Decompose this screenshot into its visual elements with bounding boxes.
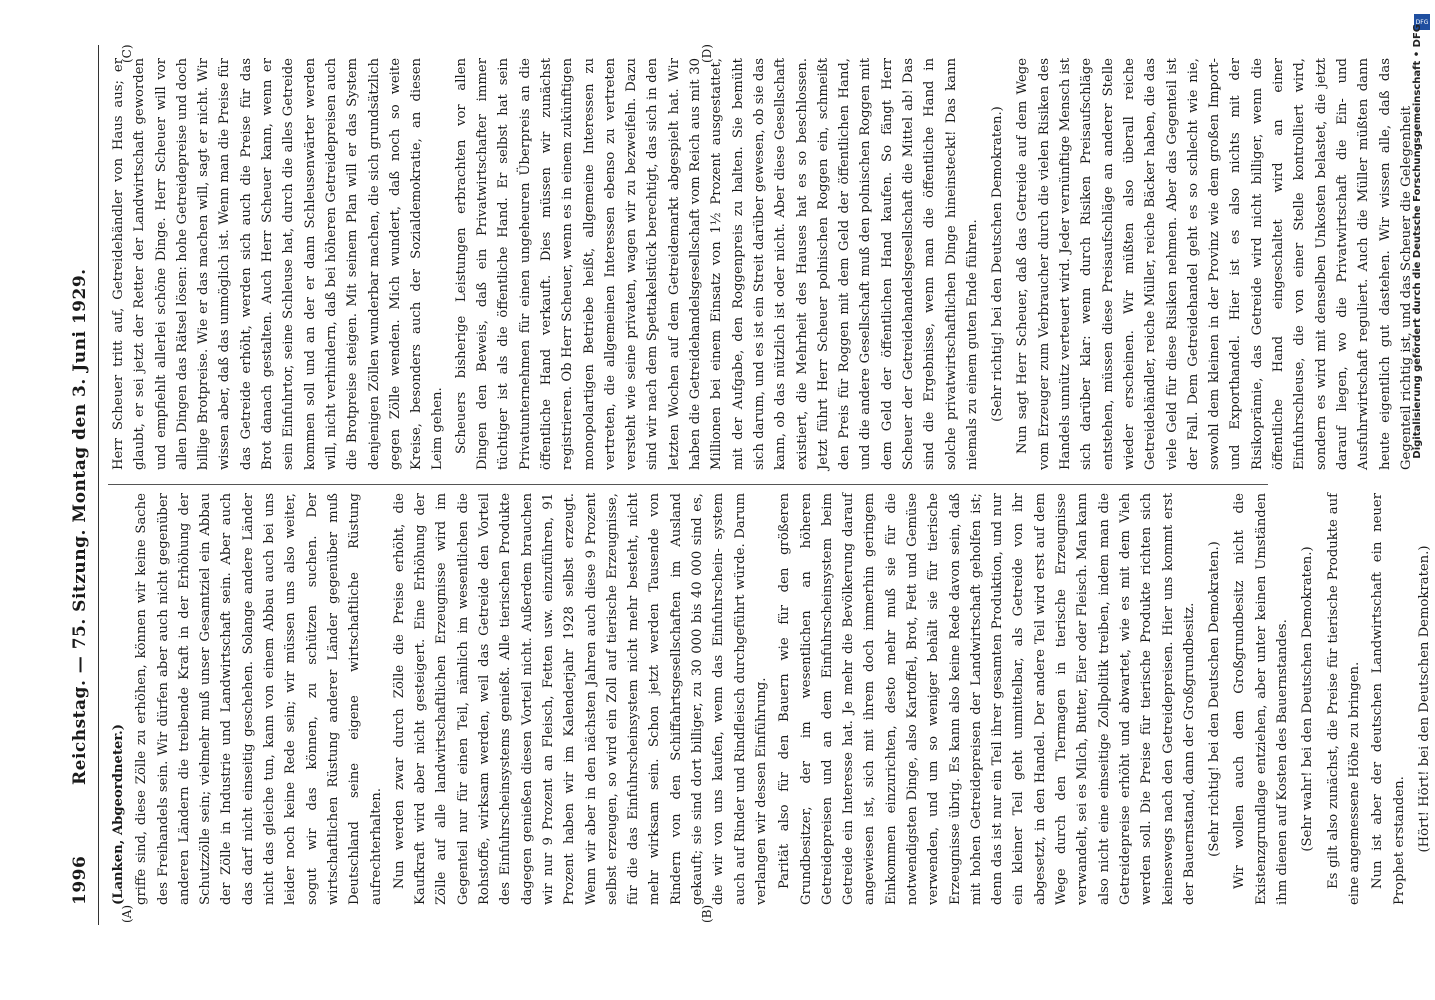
paragraph: Nun ist aber der deutschen Landwirtschaft ein neuer Prophet erstanden. [1370, 493, 1407, 905]
left-column [108, 493, 1432, 905]
margin-mark-b: (B) [700, 904, 714, 923]
paragraph: Parität also für den Bauern wie für den größeren Grundbesitzer, der im wesentlichen an höheren Getreidepreisen und an dem Einfuhrscheinsystem beim Getreide ein Interesse hat. Je mehr die Bevölkerung darauf angewiesen ist, sich mit ihrem doch immerhin geringem Einkommen einzurichten, desto mehr muß sie für die notwendigsten Dinge, also Kartoffel, Brot, Fett und Gemüse verwenden, und um so weniger behält sie für tierische Erzeugnisse übrig. Es kann also keine Rede davon sein, daß mit hohen Getreidepreisen der Landwirtschaft geholfen ist; denn das ist nur ein Teil ihrer gesamten Produktion, und nur ein kleiner Teil geht unmittelbar, als Getreide von ihr abgesetzt, in den Handel. Der andere Teil wird erst auf dem Wege durch den Tiermagen in tierische Erzeugnisse verwandelt, sei es Milch, Butter, Eier oder Fleisch. Man kann also nicht eine einseitige Zollpolitik treiben, indem man die Getreidepreise erhöht und abwartet, wie es mit dem Vieh werden soll. Die Preise für tierische Produkte richten sich keineswegs nach den Getreidepreisen. Hier uns kommt erst der Bauernstand, dann der Großgrundbesitz. [777, 493, 1197, 905]
paragraph: Herr Scheuer tritt auf, Getreidehändler von Haus aus; er glaubt, er sei jetzt der Retter der Landwirtschaft geworden und empfiehlt allerlei schöne Dinge. Herr Scheuer will vor allen Dingen das Rätsel lösen: hohe Getreidepreise und doch billige Brotpreise. Wie er das machen will, sagt er nicht. Wir wissen aber, daß das unmöglich ist. Wenn man die Preise für das Getreide erhöht, werden sich auch die Preise für das Brot danach gestalten. Auch Herr Scheuer kann, wenn er sein Einfuhrtor, seine Schleuse hat, durch die alles Getreide kommen soll und an der er dann Schleusenwärter werden will, nicht verhindern, daß bei höheren Getreidepreisen auch die Brotpreise steigen. Mit seinem Plan will er das System denjenigen Zöllen wunderbar machen, die sich grundsätzlich gegen Zölle wenden. Mich wundert, daß noch so weite Kreise, besonders auch der Sozialdemokratie, an diesen Leim gehen. [111, 58, 446, 470]
paragraph: Scheuers bisherige Leistungen erbrachten vor allen Dingen den Beweis, daß ein Privatwirtschafter immer tüchtiger ist als die öffentliche Hand. Er selbst hat sein Privatunternehmen für einen ungeheuren Überpreis an die öffentliche Hand verkauft. Dies müssen wir zunächst registrieren. Ob Herr Scheuer, wenn es in einem zukünftigen monopolartigen Betriebe heißt, allgemeine Interessen zu vertreten, die allgemeinen Interessen ebenso zu vertreten versteht wie seine privaten, wagen wir zu bezweifeln. Dazu sind wir nach dem Spettakelstück berechtigt, das sich in den letzten Wochen auf dem Getreidemarkt abgespielt hat. Wir haben die Getreidehandelsgesellschaft vom Reich aus mit 30 Millionen bei einem Einsatz von 1½ Prozent ausgestattet, mit der Aufgabe, den Roggenpreis zu halten. Sie bemüht sich darum, und es ist ein Streit darüber gewesen, ob sie das kann, ob das nützlich ist oder nicht. Aber diese Gesellschaft existiert, die Mehrheit des Hauses hat es so beschlossen. Jetzt führt Herr Scheuer polnischen Roggen ein, schmeißt den Preis für Roggen mit dem Geld der öffentlichen Hand, und die andere Gesellschaft muß den polnischen Roggen mit dem Geld der öffentlichen Hand kaufen. So fängt Herr Scheuer der Getreidehandelsgesellschaft die Mittel ab! Das sind die Ergebnisse, wenn man die öffentliche Hand in solche privatwirtschaftlichen Dinge hineinsteckt! Das kann niemals zu einem guten Ende führen. [453, 58, 980, 470]
paragraph: griffe sind, diese Zölle zu erhöhen, können wir keine Sache des Freihandels sein. Wir dürfen aber auch nicht gegenüber anderen Ländern die treibende Kraft in der Erhöhung der Schutzzölle sein; vielmehr muß unser Gesamtziel ein Abbau der Zölle in Industrie und Landwirtschaft sein. Aber auch das darf nicht einseitig geschehen. Solange andere Länder nicht das gleiche tun, kann von einem Abbau auch bei uns leider noch keine Rede sein; wir müssen uns also weiter, sogut wir das können, zu schützen suchen. Der wirtschaftlichen Rüstung anderer Länder gegenüber muß Deutschland seine eigene wirtschaftliche Rüstung aufrechterhalten. [134, 493, 384, 905]
paragraph: Nun werden zwar durch Zölle die Preise erhöht, die Kaufkraft wird aber nicht gesteigert. Eine Erhöhung der Zölle auf alle landwirtschaftlichen Erzeugnisse wird im Gegenteil nur für einen Teil, nämlich im wesentlichen die Rohstoffe, wirksam werden, weil das Getreide den Vorteil des Einfuhrscheinsystems genießt. Alle tierischen Produkte dagegen genießen diesen Vorteil nicht. Außerdem brauchen wir nur 9 Prozent an Fleisch, Fetten usw. einzuführen, 91 Prozent haben wir im Kalenderjahr 1928 selbst erzeugt. Wenn wir aber in den nächsten Jahren auch diese 9 Prozent selbst erzeugen, so wird ein Zoll auf tierische Erzeugnisse, für die das Einfuhrscheinsystem nicht mehr besteht, nicht mehr wirksam sein. Schon jetzt werden Tausende von Rindern von den Schiffahrtsgesellschaften im Ausland gekauft; sie sind dort billiger, zu 30 000 bis 40 000 sind es, die wir von uns kaufen, wenn das Einfuhrschein- system auch auf Rinder und Rindfleisch durchgeführt würde. Darum verlangen wir dessen Einführung. [391, 493, 769, 905]
paragraph: (Hört! Hört! bei den Deutschen Demokraten.) [1416, 545, 1432, 853]
dfg-logo-icon: DFG [1414, 14, 1430, 30]
margin-mark-c: (C) [120, 44, 134, 63]
column-divider [108, 484, 1268, 485]
dfg-strip [1410, 6, 1432, 986]
running-title: Reichstag. — 75. Sitzung. Montag den 3. Juni 1929. [70, 268, 90, 785]
paragraph: (Sehr wahr! bei den Deutschen Demokraten.) [1300, 546, 1316, 852]
margin-mark-a: (A) [120, 904, 134, 923]
margin-mark-d: (D) [700, 44, 714, 63]
page-header [60, 45, 100, 925]
dfg-credit-text: Digitalisierung gefördert durch die Deutsche Forschungsgemeinschaft • DFG [1412, 24, 1423, 459]
paragraph: (Sehr richtig! bei den Deutschen Demokraten.) [990, 106, 1006, 422]
paragraph: Wir wollen auch dem Großgrundbesitz nicht die Existenzgrundlage entziehen, aber unter keinen Umständen ihm dienen auf Kosten des Bauernstandes. [1232, 493, 1291, 905]
paragraph: (Lanken, Abgeordneter.) [111, 724, 126, 905]
page-number: 1996 [70, 855, 90, 905]
right-column [108, 58, 1414, 470]
paragraph: Es gilt also zunächst, die Preise für tierische Produkte auf eine angemessene Höhe zu bringen. [1325, 493, 1362, 905]
header-rule [98, 45, 99, 925]
paragraph: Nun sagt Herr Scheuer, daß das Getreide auf dem Wege vom Erzeuger zum Verbraucher durch die vielen Risiken des Handels unnütz verteuert wird. Jeder vernünftige Mensch ist sich darüber klar: wenn durch Risiken Preisaufschläge entstehen, müssen diese Preisaufschläge an anderer Stelle wieder erscheinen. Wir müßten also überall reiche Getreidehändler, reiche Müller, reiche Bäcker haben, die das viele Geld für diese Risiken nehmen. Aber das Gegenteil ist der Fall. Dem Getreidehandel geht es so schlecht wie nie, sowohl dem kleinen in der Provinz wie dem großen Import- und Exporthandel. Hier ist es also nichts mit der Risikoprämie, das Getreide wird nicht billiger, wenn die öffentliche Hand eingeschaltet wird an einer Einfuhrschleuse, die von einer Stelle kontrolliert wird, sondern es wird mit denselben Unkosten belastet, die jetzt darauf liegen, wo die Privatwirtschaft die Ein- und Ausfuhrwirtschaft reguliert. Auch die Müller müßten dann heute eigentlich gut dastehen. Wir wissen alle, daß das Gegenteil richtig ist, und das Scheuer die Gelegenheit [1015, 58, 1414, 470]
paragraph: (Sehr richtig! bei den Deutschen Demokraten.) [1207, 541, 1223, 857]
